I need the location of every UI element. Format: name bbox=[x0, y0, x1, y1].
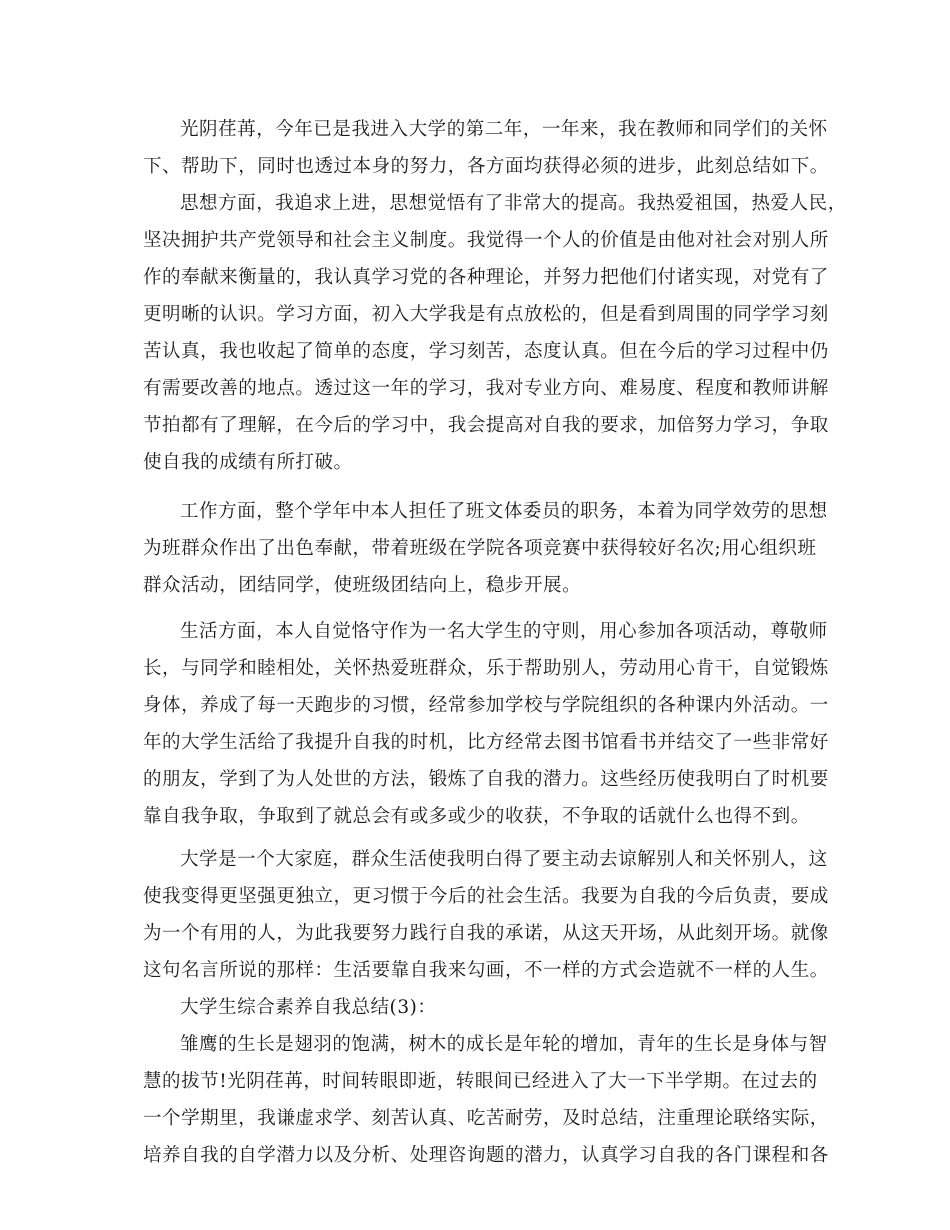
section-heading: 大学生综合素养自我总结(3)： bbox=[180, 997, 437, 1018]
paragraph-line: 更明晰的认识。学习方面，初入大学我是有点放松的，但是看到周围的同学学习刻 bbox=[143, 304, 829, 325]
paragraph-line: 思想方面，我追求上进，思想觉悟有了非常大的提高。我热爱祖国，热爱人民， bbox=[180, 193, 847, 214]
paragraph-line: 工作方面，整个学年中本人担任了班文体委员的职务，本着为同学效劳的思想 bbox=[180, 501, 828, 522]
paragraph-line: 为一个有用的人，为此我要努力践行自我的承诺，从这天开场，从此刻开场。就像 bbox=[143, 923, 829, 944]
paragraph-line: 苦认真，我也收起了简单的态度，学习刻苦，态度认真。但在今后的学习过程中仍 bbox=[143, 341, 829, 362]
paragraph-line: 有需要改善的地点。透过这一年的学习，我对专业方向、难易度、程度和教师讲解 bbox=[143, 378, 829, 399]
paragraph-line: 培养自我的自学潜力以及分析、处理咨询题的潜力，认真学习自我的各门课程和各 bbox=[143, 1145, 829, 1166]
paragraph-line: 慧的拔节!光阴荏苒，时间转眼即逝，转眼间已经进入了大一下半学期。在过去的 bbox=[143, 1071, 818, 1092]
paragraph-line: 使我变得更坚强更独立，更习惯于今后的社会生活。我要为自我的今后负责，要成 bbox=[143, 886, 829, 907]
paragraph-line: 一个学期里，我谦虚求学、刻苦认真、吃苦耐劳，及时总结，注重理论联络实际， bbox=[143, 1108, 829, 1129]
paragraph-line: 靠自我争取，争取到了就总会有或多或少的收获，不争取的话就什么也得不到。 bbox=[143, 806, 810, 827]
paragraph-line: 使自我的成绩有所打破。 bbox=[143, 452, 353, 473]
paragraph-line: 身体，养成了每一天跑步的习惯，经常参加学校与学院组织的各种课内外活动。一 bbox=[143, 695, 829, 716]
paragraph-line: 群众活动，团结同学，使班级团结向上，稳步开展。 bbox=[143, 575, 582, 596]
paragraph-line: 为班群众作出了出色奉献，带着班级在学院各项竞赛中获得较好名次;用心组织班 bbox=[143, 538, 817, 559]
paragraph-line: 年的大学生活给了我提升自我的时机，比方经常去图书馆看书并结交了一些非常好 bbox=[143, 732, 829, 753]
paragraph-line: 生活方面，本人自觉恪守作为一名大学生的守则，用心参加各项活动，尊敬师 bbox=[180, 621, 828, 642]
paragraph-line: 这句名言所说的那样：生活要靠自我来勾画，不一样的方式会造就不一样的人生。 bbox=[143, 960, 829, 981]
paragraph-line: 下、帮助下，同时也透过本身的努力，各方面均获得必须的进步，此刻总结如下。 bbox=[143, 156, 829, 177]
paragraph-line: 大学是一个大家庭，群众生活使我明白得了要主动去谅解别人和关怀别人，这 bbox=[180, 849, 828, 870]
paragraph-line: 长，与同学和睦相处，关怀热爱班群众，乐于帮助别人，劳动用心肯干，自觉锻炼 bbox=[143, 658, 829, 679]
paragraph-line: 光阴荏苒，今年已是我进入大学的第二年，一年来，我在教师和同学们的关怀 bbox=[180, 119, 828, 140]
paragraph-line: 节拍都有了理解，在今后的学习中，我会提高对自我的要求，加倍努力学习，争取 bbox=[143, 415, 829, 436]
paragraph-line: 的朋友，学到了为人处世的方法，锻炼了自我的潜力。这些经历使我明白了时机要 bbox=[143, 769, 829, 790]
paragraph-line: 雏鹰的生长是翅羽的饱满，树木的成长是年轮的增加，青年的生长是身体与智 bbox=[180, 1034, 828, 1055]
paragraph-line: 作的奉献来衡量的，我认真学习党的各种理论，并努力把他们付诸实现，对党有了 bbox=[143, 267, 829, 288]
paragraph-line: 坚决拥护共产党领导和社会主义制度。我觉得一个人的价值是由他对社会对别人所 bbox=[143, 230, 829, 251]
